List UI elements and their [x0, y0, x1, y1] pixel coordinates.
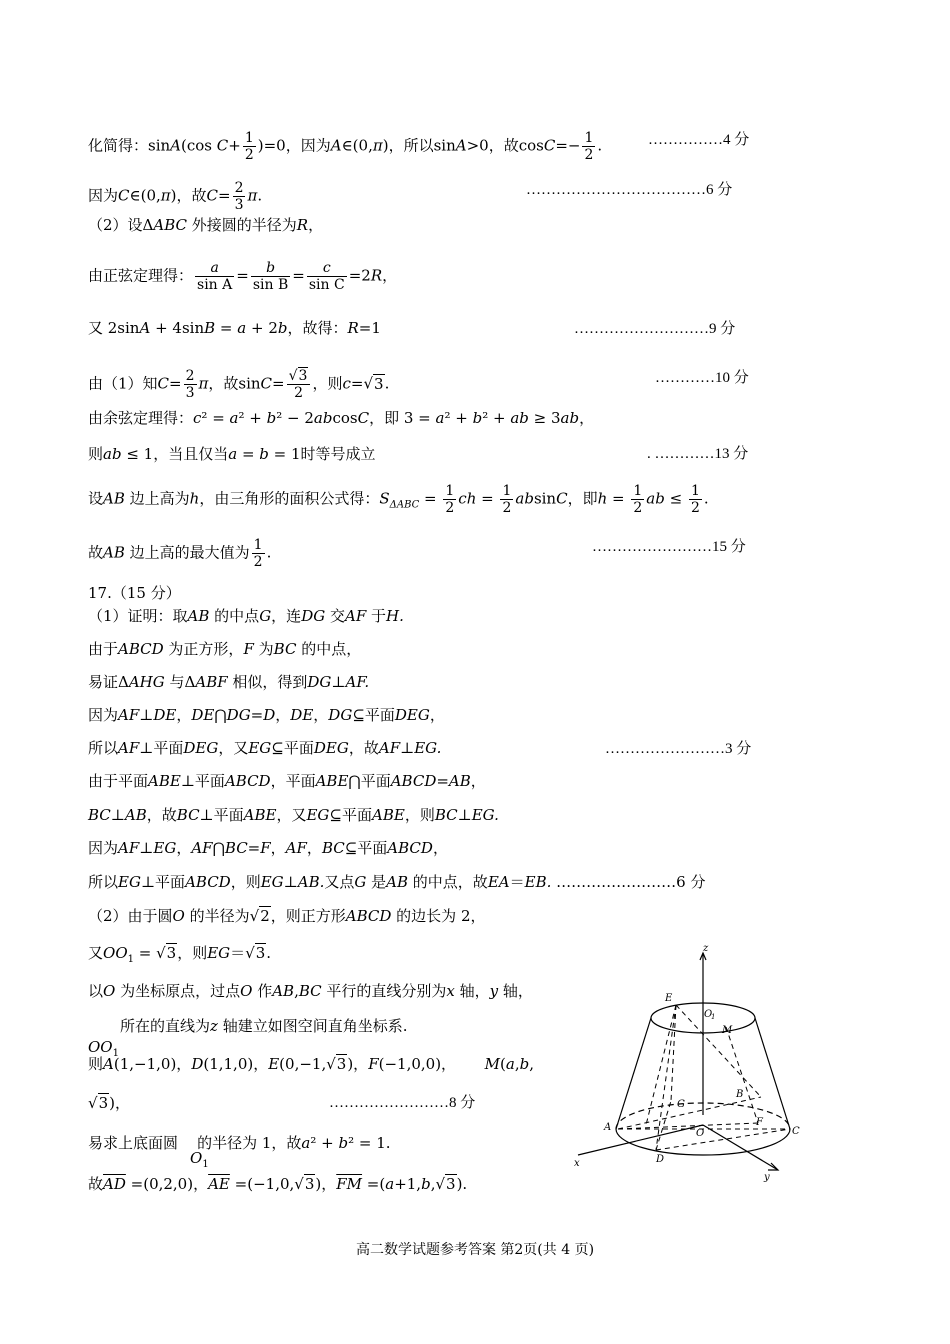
label-b: B — [736, 1089, 744, 1100]
line-17-12: 以O 为坐标原点，过点O 作AB,BC 平行的直线分别为x 轴，y 轴， — [88, 982, 533, 1000]
label-m: M — [722, 1025, 733, 1036]
label-d: D — [656, 1154, 665, 1165]
line-17-9: 所以EG⊥平面ABCD，则EG⊥AB.又点G 是AB 的中点，故EA＝EB. ……………………6 分 — [88, 873, 706, 891]
side-right — [755, 1018, 790, 1129]
label-e: E — [665, 993, 673, 1004]
line-17-13: 所在的直线为z 轴建立如图空间直角坐标系. — [120, 1017, 408, 1035]
line-17-16: 易求上底面圆 的半径为 1，故a² + b² = 1. — [88, 1134, 391, 1152]
frustum-figure — [566, 945, 816, 1185]
label-y: y — [764, 1172, 770, 1183]
fraction: $\frac{1}{2}$ — [584, 130, 594, 163]
fraction: $\frac{1}{2}$ — [690, 483, 700, 516]
label-x: x — [574, 1158, 580, 1169]
score-9: ………………………9 分 — [574, 321, 736, 337]
line-r-equals-1: 又 2sinA + 4sinB = a + 2b，故得：R=1 — [88, 319, 381, 337]
line-o1-label: $O_1$ — [190, 1149, 209, 1170]
fraction: $\frac{c}{\text{sin C}}$ — [308, 260, 345, 293]
line-17-2: 由于ABCD 为正方形，F 为BC 的中点， — [88, 640, 362, 658]
edge-eb — [676, 1005, 761, 1097]
line-17-17: 故$\overline{AD} =(0,2,0)$，$\overline{AE} =(-1,0,√3)$，$\overline{FM} =(a+1,b,√3)$. — [88, 1175, 468, 1193]
fraction: $\frac{1}{2}$ — [633, 483, 643, 516]
fraction: $\frac{2}{3}$ — [185, 368, 195, 401]
line-17-7: BC⊥AB，故BC⊥平面ABE，又EG⊆平面ABE，则BC⊥EG. — [88, 806, 499, 824]
line-max-height: 故AB 边上高的最大值为 $\frac{1}{2}$ . — [88, 537, 272, 570]
line-17-3: 易证ΔAHG 与ΔABF 相似，得到DG⊥AF. — [88, 673, 370, 691]
label-o: O — [696, 1128, 705, 1139]
line-part2: （2）设ΔABC 外接圆的半径为R， — [88, 216, 324, 234]
label-o1: O — [704, 1009, 713, 1020]
score-8: ……………………8 分 — [329, 1095, 476, 1111]
fraction: $\frac{1}{2}$ — [244, 130, 254, 163]
edge-dc — [656, 1129, 790, 1150]
label-o1-sub: 1 — [711, 1013, 716, 1021]
line-equality: 则ab ≤ 1，当且仅当a = b = 1时等号成立 — [88, 445, 376, 463]
line-simplify: 化简得：sinA(cos C+ $\frac{1}{2}$ )=0，因为A∈(0,π)，所以sinA>0，故cosC=− $\frac{1}{2}$ . — [88, 130, 603, 163]
fraction: $\frac{1}{2}$ — [253, 537, 263, 570]
line-17-4: 因为AF⊥DE，DE⋂DG=D，DE，DG⊆平面DEG， — [88, 706, 445, 724]
fraction: $\frac{2}{3}$ — [234, 180, 244, 213]
fraction: $\frac{√3}{2}$ — [287, 368, 311, 401]
label-g: G — [677, 1099, 685, 1110]
y-axis — [703, 1125, 778, 1170]
line-17-10: （2）由于圆O 的半径为√2，则正方形ABCD 的边长为 2， — [88, 907, 486, 925]
line-area: 设AB 边上高为h，由三角形的面积公式得：$S_{\Delta ABC}$ = $\frac{1}{2}$ ch = $\frac{1}{2}$ absinC，即h = $\frac{1}{2}$ ab ≤ $\frac{1}{2}$ . — [88, 483, 709, 516]
line-17-15: √3)， — [88, 1094, 130, 1112]
line-17-6: 由于平面ABE⊥平面ABCD，平面ABE⋂平面ABCD=AB， — [88, 772, 486, 790]
page-footer: 高二数学试题参考答案 第2页(共 4 页) — [355, 1242, 595, 1258]
label-c: C — [792, 1126, 800, 1137]
fraction: $\frac{1}{2}$ — [445, 483, 455, 516]
line-17-8: 因为AF⊥EG，AF⋂BC=F，AF，BC⊆平面ABCD， — [88, 839, 448, 857]
edge-dg — [656, 1101, 671, 1150]
line-17-11: 又$OO_1 = √3$，则EG＝√3. — [88, 944, 272, 965]
line-sine-law: 由正弦定理得： $\frac{a}{\text{sin A}}$ = $\frac{b}{\text{sin B}}$ = $\frac{c}{\text{sin C}}$ =2R， — [88, 260, 398, 293]
score-3: ……………………3 分 — [605, 741, 752, 757]
edge-ed — [656, 1005, 676, 1150]
line-oo1-label: $OO_1$ — [88, 1038, 119, 1059]
edge-ea — [646, 1005, 676, 1125]
line-cosine-law: 由余弦定理得：c² = a² + b² − 2abcosC，即 3 = a² + b² + ab ≥ 3ab， — [88, 409, 595, 427]
label-z: z — [703, 945, 709, 954]
problem-17-title: 17.（15 分） — [88, 584, 181, 602]
edge-mf — [726, 1027, 758, 1123]
fraction: $\frac{a}{\text{sin A}}$ — [197, 260, 233, 293]
line-c-value: 由（1）知C= $\frac{2}{3}$ π，故sinC= $\frac{√3}{2}$ ，则c=√3. — [88, 368, 390, 401]
score-4: ……………4 分 — [648, 132, 750, 148]
line-c-range: 因为C∈(0,π)，故C= $\frac{2}{3}$ π. — [88, 180, 263, 213]
edge-eg — [671, 1005, 676, 1101]
line-17-14: 则A(1,−1,0)，D(1,1,0)，E(0,−1,√3)，F(−1,0,0)， M(a,b, — [88, 1055, 535, 1073]
score-10: …………10 分 — [655, 370, 749, 386]
fraction: $\frac{1}{2}$ — [502, 483, 512, 516]
line-17-1: （1）证明：取AB 的中点G，连DG 交AF 于H. — [88, 607, 404, 625]
side-left — [616, 1018, 651, 1129]
label-a: A — [604, 1122, 612, 1133]
line-17-5: 所以AF⊥平面DEG，又EG⊆平面DEG，故AF⊥EG. — [88, 739, 442, 757]
label-f: F — [756, 1117, 763, 1128]
score-15: ……………………15 分 — [592, 539, 746, 555]
score-6a: ………………………………6 分 — [526, 182, 733, 198]
score-13: . …………13 分 — [647, 446, 749, 462]
fraction: $\frac{b}{\text{sin B}}$ — [252, 260, 289, 293]
